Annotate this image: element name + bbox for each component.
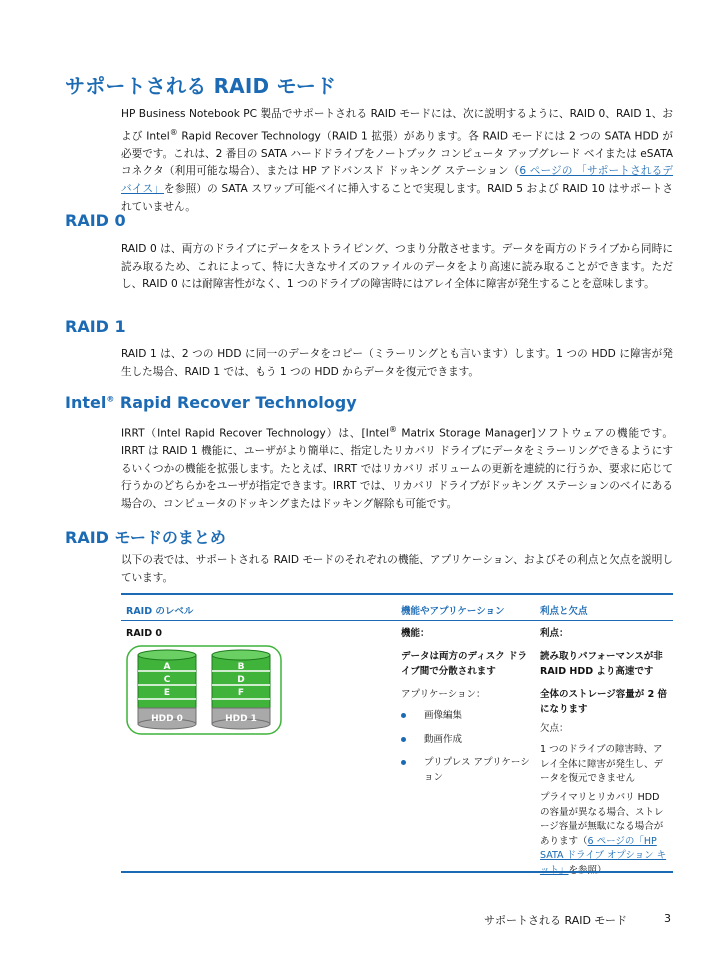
- irrt-text-b: Matrix Storage Manager]ソフトウェアの機能です。IRRT は RAID 1 機能に、ユーザがより簡単に、指定したリカバリ ドライブにデータをミラーリングできるようにするいくつかの機能を拡張します。たとえば、IRRT ではリカバリ ボリュームの更新を連続的に行うか、要求に応じて行うかのどちらかをユーザが指定できます。IRRT では、リカバリ ドライブがドッキング ステーションのベイにある場合の、コンピュータのドッキングまたはドッキング解除も可能です。: [121, 427, 674, 510]
- registered-mark: ®: [389, 425, 398, 434]
- registered-mark: ®: [106, 394, 115, 404]
- raid1-paragraph: RAID 1 は、2 つの HDD に同一のデータをコピー（ミラーリングとも言います）します。1 つの HDD に障害が発生した場合、RAID 1 では、もう 1 つの HDD からデータを復元できます。: [121, 348, 673, 378]
- column-header-features: 機能やアプリケーション: [401, 606, 505, 617]
- features-label: 機能：: [401, 628, 430, 639]
- bullet-icon: [401, 737, 406, 742]
- stripe-label: D: [237, 675, 245, 685]
- footer-section-title: サポートされる RAID モード: [484, 914, 627, 927]
- registered-mark: ®: [169, 127, 178, 137]
- application-item: プリプレス アプリケーション: [424, 757, 530, 783]
- stripe-label: F: [237, 688, 245, 698]
- intro-text-1: HP Business Notebook PC 製品でサポートされる RAID モードには、次に説明するように、RAID 0、RAID 1、および Intel: [121, 108, 673, 143]
- sata-option-kit-link[interactable]: 6 ページの「HP SATA ドライブ オプション キット」: [540, 835, 667, 876]
- drive-hdd1: [212, 650, 270, 729]
- irrt-title-b: Rapid Recover Technology: [114, 393, 357, 412]
- stripe-label: A: [163, 662, 171, 672]
- page-title: サポートされる RAID モード: [65, 74, 337, 98]
- table-bottom-rule: [121, 871, 673, 873]
- raid0-stripe-diagram: [126, 645, 282, 735]
- advantages-text: 読み取りパフォーマンスが非 RAID HDD より高速です: [540, 651, 663, 677]
- drive-hdd0: [138, 650, 196, 729]
- advantages-text-2: 全体のストレージ容量が 2 倍になります: [540, 689, 668, 715]
- column-header-level: RAID のレベル: [126, 606, 194, 617]
- intro-text-3: を参照）の SATA スワップ可能ベイに挿入することで実現します。RAID 5 および RAID 10 はサポートされていません。: [121, 182, 673, 213]
- disadvantages-text-2: [540, 791, 670, 878]
- application-item: 画像編集: [424, 710, 463, 721]
- page-number: 3: [664, 912, 671, 925]
- summary-paragraph: 以下の表では、サポートされる RAID モードのそれぞれの機能、アプリケーション、およびその利点と欠点を説明しています。: [121, 554, 673, 584]
- raid1-heading: RAID 1: [65, 317, 126, 336]
- raid-level-cell: RAID 0: [126, 628, 163, 639]
- advantages-label: 利点：: [540, 628, 569, 639]
- stripe-label: B: [237, 662, 245, 672]
- irrt-paragraph: [121, 421, 673, 514]
- intro-paragraph: [121, 106, 673, 216]
- stripe-label: C: [163, 675, 171, 685]
- disadvantages-text-2a: プライマリとリカバリ HDD の容量が異なる場合、ストレージ容量が無駄になる場合があります（: [540, 792, 664, 847]
- irrt-title-a: Intel: [65, 393, 107, 412]
- application-item: 動画作成: [424, 734, 463, 745]
- irrt-heading: [65, 393, 357, 412]
- column-header-pros-cons: 利点と欠点: [540, 606, 588, 617]
- drive-label-hdd0: HDD 0: [151, 714, 183, 724]
- bullet-icon: [401, 760, 406, 765]
- applications-label: アプリケーション：: [401, 689, 486, 700]
- irrt-text-a: IRRT（Intel Rapid Recover Technology）は、[Intel: [121, 427, 390, 440]
- stripe-label: E: [163, 688, 171, 698]
- hdd1-top: [212, 650, 270, 660]
- raid0-paragraph: RAID 0 は、両方のドライブにデータをストライピング、つまり分散させます。データを両方のドライブから同時に読み取るため、これによって、特に大きなサイズのファイルのデータをより高速に読み取ることができます。ただし、RAID 0 には耐障害性がなく、1 つのドライブの障害時にはアレイ全体に障害が発生することを意味します。: [121, 243, 673, 291]
- table-header: [121, 593, 673, 621]
- disadvantages-label: 欠点：: [540, 723, 569, 734]
- supported-devices-link[interactable]: 6 ページの 「サポートされるデバイス」: [121, 165, 673, 195]
- disadvantages-text: 1 つのドライブの障害時、アレイ全体に障害が発生し、データを復元できません: [540, 744, 664, 784]
- disadvantages-text-2b: を参照）: [568, 864, 607, 876]
- features-text: データは両方のディスク ドライブ間で分散されます: [401, 651, 528, 677]
- summary-heading: RAID モードのまとめ: [65, 528, 226, 547]
- bullet-icon: [401, 713, 406, 718]
- hdd0-top: [138, 650, 196, 660]
- drive-label-hdd1: HDD 1: [225, 714, 257, 724]
- intro-text-2: Rapid Recover Technology（RAID 1 拡張）があります。各 RAID モードには 2 つの SATA HDD が必要です。これは、2 番目の SATA ハードドライブをノートブック コンピュータ アップグレード ベイまたは eSATA コネクタ（利用可能な場合）、または HP アドバンスド ドッキング ステーション（: [121, 130, 673, 178]
- raid0-heading: RAID 0: [65, 211, 126, 230]
